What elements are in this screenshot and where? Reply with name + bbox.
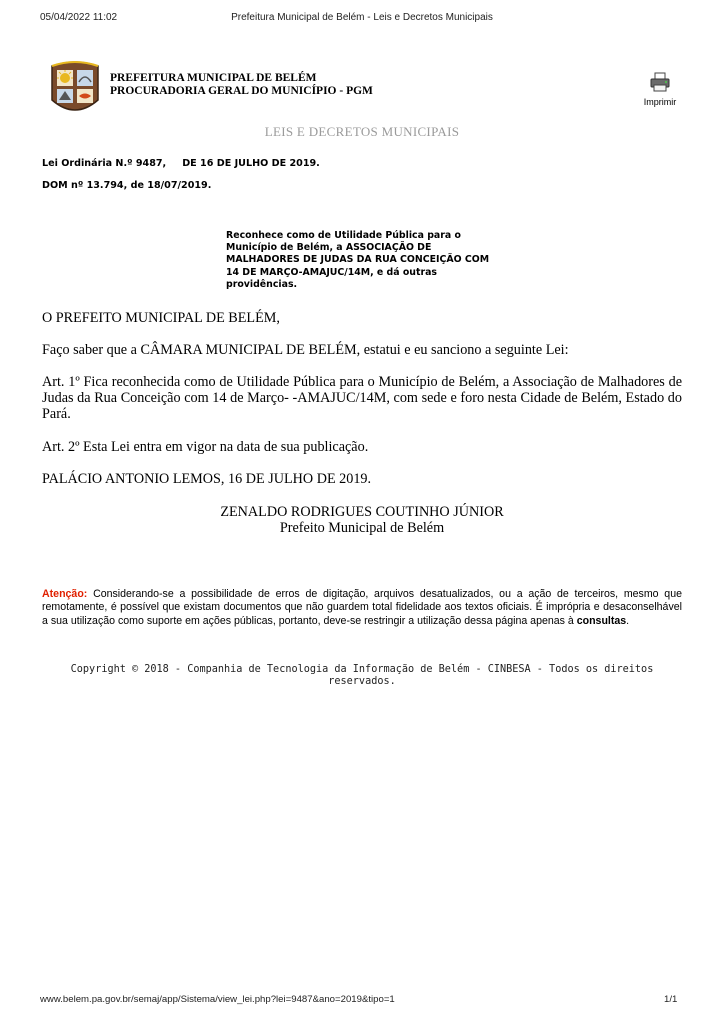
law-opening: O PREFEITO MUNICIPAL DE BELÉM, — [42, 310, 280, 326]
print-label: Imprimir — [643, 97, 677, 107]
print-datetime: 05/04/2022 11:02 — [40, 12, 118, 23]
disclaimer-end: . — [626, 614, 630, 627]
print-button[interactable] — [640, 72, 680, 107]
org-name-line2: PROCURADORIA GERAL DO MUNICÍPIO - PGM — [110, 85, 373, 97]
print-footer-page-number: 1/1 — [664, 994, 678, 1005]
printer-icon — [649, 79, 671, 96]
print-page-title: Prefeitura Municipal de Belém - Leis e Decretos Municipais — [231, 12, 493, 23]
disclaimer-notice — [42, 588, 682, 628]
dom-publication: DOM nº 13.794, de 18/07/2019. — [42, 180, 212, 191]
law-number: Lei Ordinária N.º 9487, — [42, 158, 167, 169]
palace-date: PALÁCIO ANTONIO LEMOS, 16 DE JULHO DE 2019. — [42, 471, 372, 487]
signer-name: ZENALDO RODRIGUES COUTINHO JÚNIOR — [220, 504, 504, 520]
org-name-line1: PREFEITURA MUNICIPAL DE BELÉM — [110, 72, 317, 84]
print-footer-url: www.belem.pa.gov.br/semaj/app/Sistema/view_lei.php?lei=9487&ano=2019&tipo=1 — [40, 994, 395, 1005]
law-preamble: Faço saber que a CÂMARA MUNICIPAL DE BELÉM, estatui e eu sanciono a seguinte Lei: — [42, 342, 569, 358]
organization-name — [110, 72, 373, 98]
disclaimer-text: Considerando-se a possibilidade de erros de digitação, arquivos desatualizados, ou a ação de terceiros, mesmo que remotamente, é possível que existam documentos que não guardem total fidelidade aos textos oficiais. É imprópria e desaconselhável a sua utilização como suporte em ações públicas, portanto, deve-se restringir a utilização dessa página apenas à — [42, 588, 682, 627]
signature-block — [0, 504, 724, 536]
belem-coat-of-arms-icon — [48, 60, 102, 118]
law-date: DE 16 DE JULHO DE 2019. — [182, 158, 320, 169]
article-2: Art. 2º Esta Lei entra em vigor na data de sua publicação. — [42, 439, 369, 455]
attention-label: Atenção: — [42, 588, 88, 600]
signer-title: Prefeito Municipal de Belém — [279, 520, 445, 537]
law-summary: Reconhece como de Utilidade Pública para o Município de Belém, a ASSOCIAÇÃO DE MALHADORES DE JUDAS DA RUA CONCEIÇÃO COM 14 DE MARÇO-AMAJUC/14M, e dá outras providências. — [226, 230, 490, 290]
print-header — [0, 12, 724, 26]
section-title: LEIS E DECRETOS MUNICIPAIS — [264, 124, 460, 139]
law-number-line — [42, 158, 320, 169]
copyright-notice: Copyright © 2018 - Companhia de Tecnologia da Informação de Belém - CINBESA - Todos os direitos reservados. — [70, 664, 654, 687]
disclaimer-consultas: consultas — [576, 614, 627, 627]
article-1: Art. 1º Fica reconhecida como de Utilidade Pública para o Município de Belém, a Associação de Malhadores de Judas da Rua Conceição com 14 de Março- -AMAJUC/14M, com sede e foro nesta Cidade de Belém, Estado do Pará. — [42, 374, 682, 423]
